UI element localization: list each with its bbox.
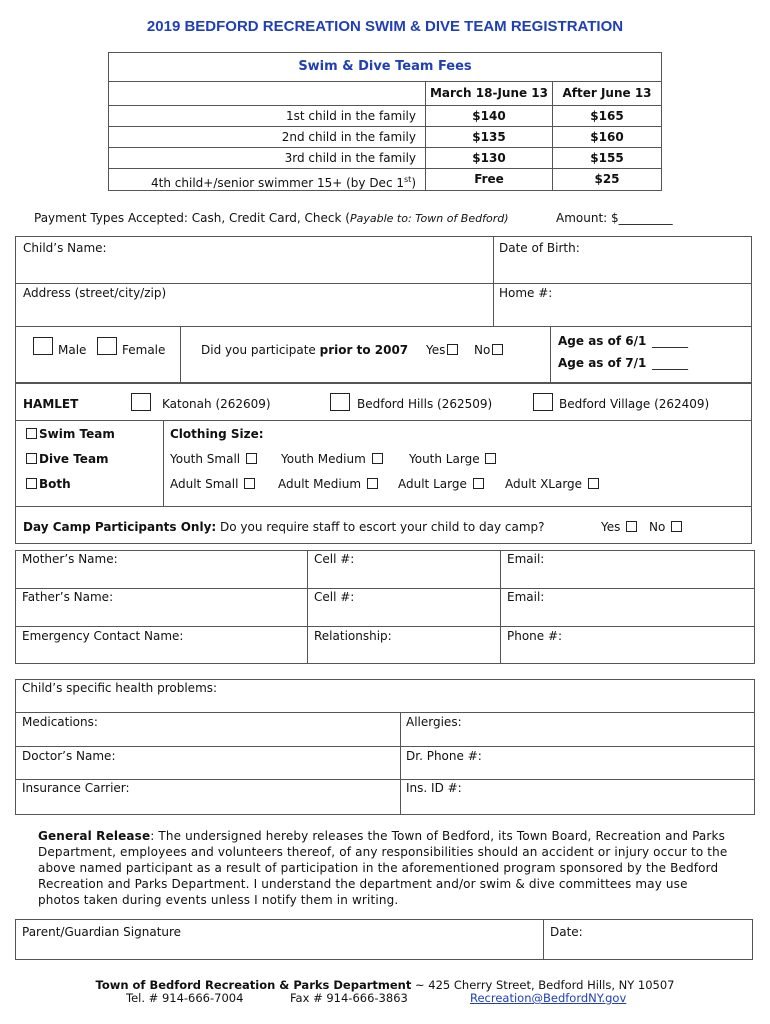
fee-late-value: $165: [590, 109, 624, 123]
female-checkbox[interactable]: [97, 337, 117, 355]
health-problems-field[interactable]: Child’s specific health problems:: [22, 681, 218, 695]
father-cell-field[interactable]: Cell #:: [314, 590, 355, 604]
adult-large-checkbox[interactable]: [473, 478, 484, 489]
child-name-field[interactable]: Child’s Name:: [23, 241, 107, 255]
adult-large-option: Adult Large: [398, 477, 486, 491]
katonah-checkbox[interactable]: [131, 393, 151, 411]
bedford-hills-label: Bedford Hills (262509): [357, 397, 493, 411]
age-july-field[interactable]: ______: [652, 356, 688, 370]
katonah-label: Katonah (262609): [162, 397, 271, 411]
swim-team-option: Swim Team: [24, 427, 115, 441]
father-name-field[interactable]: Father’s Name:: [22, 590, 114, 604]
hamlet-label: HAMLET: [23, 397, 79, 411]
emergency-contact-field[interactable]: Emergency Contact Name:: [22, 629, 184, 643]
doctor-name-field[interactable]: Doctor’s Name:: [22, 749, 116, 763]
both-option: Both: [24, 477, 71, 491]
fee-late-value: $25: [594, 172, 620, 186]
footer-email-link[interactable]: Recreation@BedfordNY.gov: [470, 991, 627, 1005]
parent-signature-field[interactable]: Parent/Guardian Signature: [22, 925, 182, 939]
general-release-text: General Release: The undersigned hereby releases the Town of Bedford, its Town Board, Recreation and Parks Department, employees and volunteers thereof, of any responsibilities should an accident or injury occur to the above named participant as a result of participation in the aforementioned program sponsored by the Bedford Recreation and Parks Department. I understand the department and/or swim & dive committees may use photos taken during events unless I notify them in writing.: [38, 829, 728, 907]
male-label: Male: [58, 343, 87, 357]
emergency-phone-field[interactable]: Phone #:: [507, 629, 563, 643]
fee-table-heading: Swim & Dive Team Fees: [109, 53, 661, 82]
signature-date-field[interactable]: Date:: [550, 925, 583, 939]
both-checkbox[interactable]: [26, 478, 37, 489]
youth-small-option: Youth Small: [170, 452, 259, 466]
fee-col-header-late: After June 13: [562, 86, 652, 100]
youth-small-checkbox[interactable]: [246, 453, 257, 464]
amount-field[interactable]: Amount: $_________: [556, 211, 673, 225]
fee-table: [108, 52, 662, 191]
fee-early-value: $130: [472, 151, 506, 165]
dive-team-option: Dive Team: [24, 452, 109, 466]
day-camp-question: Day Camp Participants Only: Do you require staff to escort your child to day camp?: [23, 520, 545, 534]
payment-types: Payment Types Accepted: Cash, Credit Card, Check (Payable to: Town of Bedford): [34, 211, 509, 225]
contacts-section: [15, 550, 755, 664]
day-camp-no: No: [649, 520, 684, 534]
relationship-field[interactable]: Relationship:: [314, 629, 392, 643]
age-july-label: Age as of 7/1: [558, 356, 647, 370]
insurance-carrier-field[interactable]: Insurance Carrier:: [22, 781, 130, 795]
mother-cell-field[interactable]: Cell #:: [314, 552, 355, 566]
day-camp-yes: Yes: [601, 520, 639, 534]
swim-team-checkbox[interactable]: [26, 428, 37, 439]
fee-row-label: 3rd child in the family: [284, 151, 416, 165]
fee-late-value: $155: [590, 151, 624, 165]
fee-col-header-early: March 18-June 13: [429, 86, 549, 100]
bedford-village-checkbox[interactable]: [533, 393, 553, 411]
day-camp-no-checkbox[interactable]: [671, 521, 682, 532]
adult-medium-option: Adult Medium: [278, 477, 380, 491]
footer-tel: Tel. # 914-666-7004: [126, 991, 244, 1005]
male-checkbox[interactable]: [33, 337, 53, 355]
fee-row-label: 1st child in the family: [285, 109, 416, 123]
payable-to: Payable to: Town of Bedford): [349, 212, 509, 225]
youth-medium-checkbox[interactable]: [372, 453, 383, 464]
medications-field[interactable]: Medications:: [22, 715, 98, 729]
insurance-id-field[interactable]: Ins. ID #:: [406, 781, 462, 795]
bedford-hills-checkbox[interactable]: [330, 393, 350, 411]
participation-yes-checkbox[interactable]: [447, 344, 458, 355]
participation-no: No: [474, 343, 505, 357]
adult-small-option: Adult Small: [170, 477, 257, 491]
fee-early-value: $140: [472, 109, 506, 123]
address-field[interactable]: Address (street/city/zip): [23, 286, 167, 300]
adult-xlarge-checkbox[interactable]: [588, 478, 599, 489]
adult-medium-checkbox[interactable]: [367, 478, 378, 489]
fee-early-value: $135: [472, 130, 506, 144]
doctor-phone-field[interactable]: Dr. Phone #:: [406, 749, 482, 763]
fee-late-value: $160: [590, 130, 624, 144]
female-label: Female: [122, 343, 166, 357]
day-camp-yes-checkbox[interactable]: [626, 521, 637, 532]
clothing-size-label: Clothing Size:: [170, 427, 264, 441]
dive-team-checkbox[interactable]: [26, 453, 37, 464]
footer-fax: Fax # 914-666-3863: [290, 991, 408, 1005]
adult-small-checkbox[interactable]: [244, 478, 255, 489]
dob-field[interactable]: Date of Birth:: [499, 241, 580, 255]
mother-name-field[interactable]: Mother’s Name:: [22, 552, 118, 566]
age-june-field[interactable]: ______: [652, 334, 688, 348]
form-title: 2019 BEDFORD RECREATION SWIM & DIVE TEAM REGISTRATION: [146, 18, 624, 35]
fee-row-label: 2nd child in the family: [281, 130, 416, 144]
adult-xlarge-option: Adult XLarge: [505, 477, 601, 491]
age-june-label: Age as of 6/1: [558, 334, 647, 348]
father-email-field[interactable]: Email:: [507, 590, 545, 604]
fee-row-label: 4th child+/senior swimmer 15+ (by Dec 1st): [151, 175, 416, 190]
youth-medium-option: Youth Medium: [281, 452, 385, 466]
footer-address: Town of Bedford Recreation & Parks Department ~ 425 Cherry Street, Bedford Hills, NY 10507: [95, 978, 675, 992]
participation-yes: Yes: [426, 343, 460, 357]
youth-large-checkbox[interactable]: [485, 453, 496, 464]
participation-question: Did you participate prior to 2007: [201, 343, 409, 357]
bedford-village-label: Bedford Village (262409): [559, 397, 710, 411]
participation-no-checkbox[interactable]: [492, 344, 503, 355]
youth-large-option: Youth Large: [409, 452, 498, 466]
home-phone-field[interactable]: Home #:: [499, 286, 553, 300]
mother-email-field[interactable]: Email:: [507, 552, 545, 566]
fee-early-value: Free: [474, 172, 504, 186]
allergies-field[interactable]: Allergies:: [406, 715, 462, 729]
